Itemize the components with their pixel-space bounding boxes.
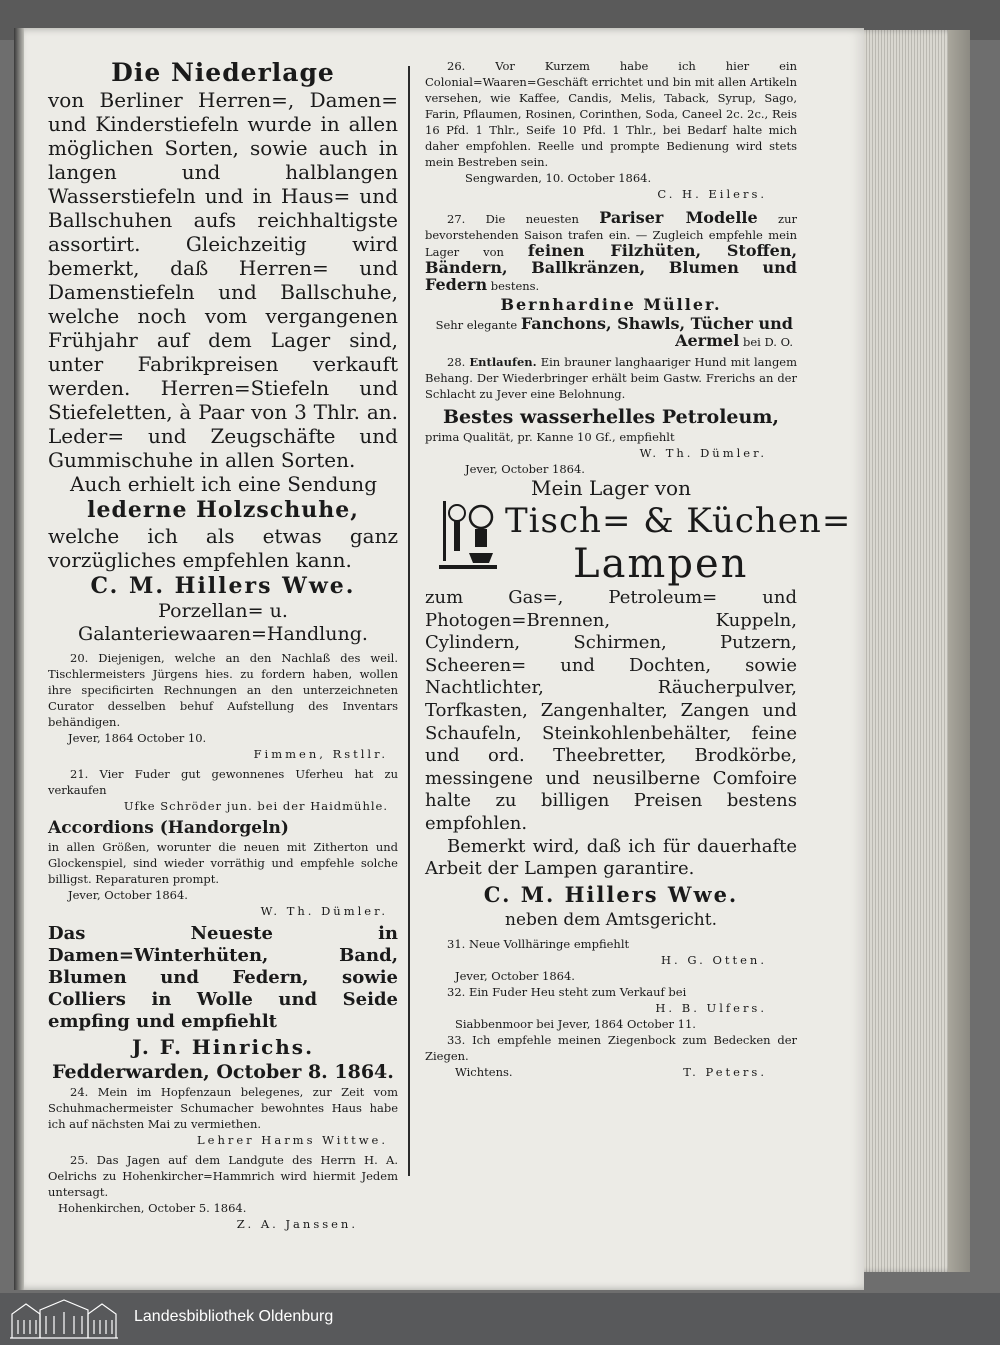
ad-date: Jever, October 1864. [465, 462, 585, 476]
notice-body: 26. Vor Kurzem habe ich hier ein Colonial=Waaren=Geschäft errichtet und bin mit allen Artikeln versehen, wie Kaffee, Candis, Melis, Taback, Syrup, Sago, Farin, Pflaumen, Rosinen, Corinthen, Soda, Caneel 2c. 2c., Reis 16 Pfd. 1 Thlr., Seife 10 Pfd. 1 Thlr., bei Bedarf halte mich daher empfohlen. Reelle und prompte Bedienung wird stets mein Bestreben sein. [425, 59, 797, 169]
notice-signature: Z. A. Janssen. [236, 1217, 358, 1231]
notice-signature: C. H. Eilers. [657, 187, 767, 201]
notice-body: 25. Das Jagen auf dem Landgute des Herrn H. A. Oelrichs zu Hohenkircher=Hammrich wird hiermit Jedem untersagt. [48, 1153, 398, 1199]
notice-26 [425, 58, 797, 202]
notice-25 [48, 1152, 398, 1232]
notice-signature: Ufke Schröder jun. bei der Haidmühle. [123, 799, 388, 813]
ad-note: Bemerkt wird, daß ich für dauerhafte Arbeit der Lampen garantire. [425, 835, 797, 880]
ad-title-line-2: Lampen [573, 541, 749, 587]
ad-intro: Mein Lager von [531, 476, 691, 500]
ad-signature: W. Th. Dümler. [639, 446, 767, 460]
ad-hinrichs [48, 923, 398, 1084]
ad-body-3: welche ich als etwas ganz vorzügliches empfehlen kann. [48, 524, 398, 572]
library-building-icon [8, 1298, 120, 1340]
notice-24 [48, 1084, 398, 1148]
notice-number: 28. [447, 355, 466, 369]
ad-firm-name: C. M. Hillers Wwe. [483, 881, 739, 907]
notice-body: 21. Vier Fuder gut gewonnenes Uferheu hat zu verkaufen [48, 767, 398, 797]
ad-highlight: Fanchons, Shawls, Tücher und Aermel [520, 314, 793, 350]
notice-signature: T. Peters. [683, 1064, 767, 1079]
notice-body: Ein brauner langhaariger Hund mit langem Behang. Der Wiederbringer erhält beim Gastw. Frerichs an der Schlacht zu Jever eine Belohnung. [425, 355, 798, 401]
ad-body: prima Qualität, pr. Kanne 10 Gf., empfiehlt [425, 430, 675, 444]
ad-signature: W. Th. Dümler. [260, 904, 388, 918]
ad-accordions [48, 818, 398, 919]
notice-place: Wichtens. [455, 1064, 513, 1079]
notice-31 [425, 936, 797, 984]
ad-date: Jever, October 1864. [68, 888, 188, 902]
ad-lamps [425, 476, 852, 932]
ad-body: zum Gas=, Petroleum= und Photogen=Brennen, Kuppeln, Cylindern, Schirmen, Putzern, Scheeren= und Dochten, sowie Nachtlichter, Räucherpulver, Torfkasten, Zangenhalter, Zangen und Schaufeln, Steinkohlenbehälter, feine und ord. Theebretter, Brodkörbe, messingene und neusilberne Comfoire halte zu billigen Preisen bestens empfohlen. [425, 587, 797, 834]
notice-signature: Fimmen, Rstllr. [253, 747, 388, 761]
ad-firm-subtitle: Porzellan= u. Galanteriewaaren=Handlung. [78, 600, 368, 645]
notice-date: Siabbenmoor bei Jever, 1864 October 11. [455, 1016, 696, 1031]
notice-signature: H. B. Ulfers. [655, 1000, 767, 1015]
notice-body: 24. Mein im Hopfenzaun belegenes, zur Zeit vom Schuhmachermeister Schumacher bewohntes Haus habe ich auf nächsten Mai zu vermiethen. [48, 1085, 398, 1131]
notice-signature: H. G. Otten. [661, 952, 767, 967]
notice-date: Hohenkirchen, October 5. 1864. [58, 1201, 247, 1215]
notice-21 [48, 766, 398, 814]
notice-signature: Lehrer Harms Wittwe. [197, 1133, 388, 1147]
notice-body: 20. Diejenigen, welche an den Nachlaß des weil. Tischlermeisters Jürgens hies. zu fordern haben, wollen ihre specificirten Rechnungen an den unterzeichneten Curator desselben behuf Aufstellung des Inventars behändigen. [48, 651, 398, 729]
ad-body: in allen Größen, worunter die neuen mit Zitherton und Glockenspiel, sind wieder vorräthig und empfehle solche billigst. Reparaturen prompt. [48, 840, 398, 886]
ad-firm-subtitle: neben dem Amtsgericht. [505, 909, 717, 930]
ad-signature: D. O. [764, 335, 793, 349]
notice-28 [425, 354, 797, 402]
ad-body-2: Auch erhielt ich eine Sendung [70, 472, 377, 496]
oil-lamp-icon [439, 493, 497, 573]
notice-20 [48, 650, 398, 762]
footer-bar [0, 1293, 1000, 1345]
page-gutter-shadow [14, 28, 24, 1290]
ad-body-end: bestens. [490, 279, 540, 293]
notice-date: Jever, 1864 October 10. [68, 731, 207, 745]
ad-shoe-store [48, 58, 398, 646]
notice-date: Jever, October 1864. [455, 968, 575, 983]
ad-title: Bestes wasserhelles Petroleum, [442, 406, 780, 428]
notice-body: 33. Ich empfehle meinen Ziegenbock zum Bedecken der Ziegen. [425, 1032, 797, 1063]
ad-27-pariser-modelle [425, 210, 797, 350]
notice-headline: Entlaufen. [469, 355, 537, 369]
ad-firm-name: C. M. Hillers Wwe. [90, 573, 356, 599]
ad-featured-item: lederne Holzschuhe, [87, 497, 359, 523]
left-column [48, 58, 398, 1232]
ad-body: zur bevorstehenden Saison trafen ein. — Zugleich empfehle mein Lager von [425, 212, 798, 259]
ad-firm-name: J. F. Hinrichs. [131, 1035, 315, 1059]
ad-body: Das Neueste in Damen=Winterhüten, Band, Blumen und Federn, sowie Colliers in Wolle und Seide empfing und empfiehlt [48, 923, 398, 1032]
notice-body: 32. Ein Fuder Heu steht zum Verkauf bei [447, 984, 687, 999]
ad-firm-name: Bernhardine Müller. [500, 295, 722, 314]
notice-32 [425, 984, 797, 1032]
ad-highlight: Pariser Modelle [599, 208, 758, 227]
ad-lead: Sehr elegante [435, 318, 518, 332]
notice-33 [425, 1032, 797, 1080]
notice-body: 31. Neue Vollhäringe empfiehlt [447, 936, 630, 951]
right-column [425, 58, 852, 1080]
library-name: Landesbibliothek Oldenburg [134, 1308, 334, 1325]
ad-title-line-1: Tisch= & Küchen= [505, 501, 852, 541]
ad-body: von Berliner Herren=, Damen= und Kinderstiefeln wurde in allen möglichen Sorten, sowie auch in langen und halblangen Wasserstiefeln und in Haus= und Ballschuhen aufs reichhaltigste assortirt. Gleichzeitig wird bemerkt, daß Herren= und Damenstiefeln und Ballschuhe, welche noch vom vergangenen Frühjahr auf dem Lager sind, unter Fabrikpreisen verkauft werden. Herren=Stiefeln und Stiefeletten, à Paar von 3 Thlr. an. Leder= und Zeugschäfte und Gummischuhe in allen Sorten. [48, 88, 398, 472]
ad-place-date: Fedderwarden, October 8. 1864. [52, 1061, 394, 1083]
ad-lead: 27. Die neuesten [447, 212, 579, 226]
book-page-edges [852, 30, 970, 1272]
ad-body: bei [742, 335, 761, 349]
notice-date: Sengwarden, 10. October 1864. [465, 171, 652, 185]
ad-petroleum [425, 406, 797, 477]
column-divider [408, 66, 410, 1176]
ad-highlight-items: feinen Filzhüten, Stoffen, Bändern, Ballkränzen, Blumen und Federn [425, 241, 798, 294]
ad-title: Accordions (Handorgeln) [48, 818, 289, 838]
ad-title: Die Niederlage [111, 58, 335, 87]
